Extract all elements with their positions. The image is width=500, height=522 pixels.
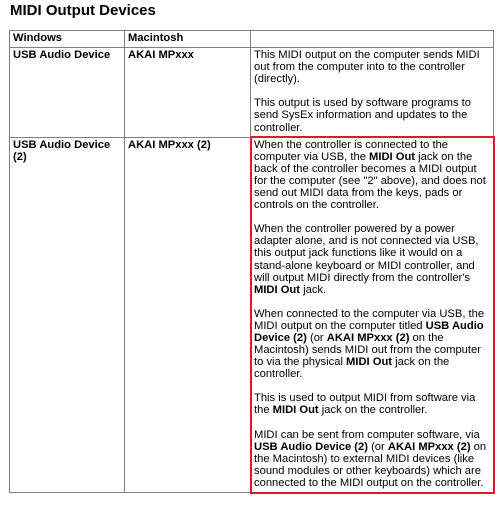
midi-output-devices-table [9,30,494,493]
mac-device-name: AKAI MPxxx [125,48,251,138]
page-title: MIDI Output Devices [10,2,156,19]
windows-device-name: USB Audio Device (2) [10,137,125,492]
mac-device-name: AKAI MPxxx (2) [125,137,251,492]
description-paragraph: MIDI can be sent from computer software, via USB Audio Device (2) (or AKAI MPxxx (2) on the Macintosh) to external MIDI devices (like sound modules or other keyboards) which are connected to the MIDI output on the controller. [254,428,487,489]
highlighted-device-description [251,137,494,492]
table-row [10,48,494,138]
device-description [251,48,494,138]
column-header-macintosh: Macintosh [125,31,251,48]
description-paragraph: When the controller powered by a power adapter alone, and is not connected via USB, this output jack functions like it would on a stand-alone keyboard or MIDI controller, and will output MIDI directly from the controller's MIDI Out jack. [254,223,479,296]
description-paragraph: This is used to output MIDI from software via the MIDI Out jack on the controller. [254,392,476,417]
table-header-row [10,31,494,48]
description-paragraph: When connected to the computer via USB, the MIDI output on the computer titled USB Audio Device (2) (or AKAI MPxxx (2) on the Macintosh) sends MIDI out from the computer to via the physical MIDI Out jack on the controller. [254,307,485,381]
description-paragraph: When the controller is connected to the computer via USB, the MIDI Out jack on the back of the controller becomes a MIDI output for the computer (see "2" above), and does not send out MIDI data from the keys, pads or controls on the controller. [254,138,486,212]
description-paragraph: This MIDI output on the computer sends MIDI out from the computer into to the controller (directly). [254,49,480,86]
description-paragraph: This output is used by software programs to send SysEx information and updates to the controller. [254,97,472,134]
table-row [10,137,494,492]
column-header-description [251,31,494,48]
windows-device-name: USB Audio Device [10,48,125,138]
column-header-windows: Windows [10,31,125,48]
